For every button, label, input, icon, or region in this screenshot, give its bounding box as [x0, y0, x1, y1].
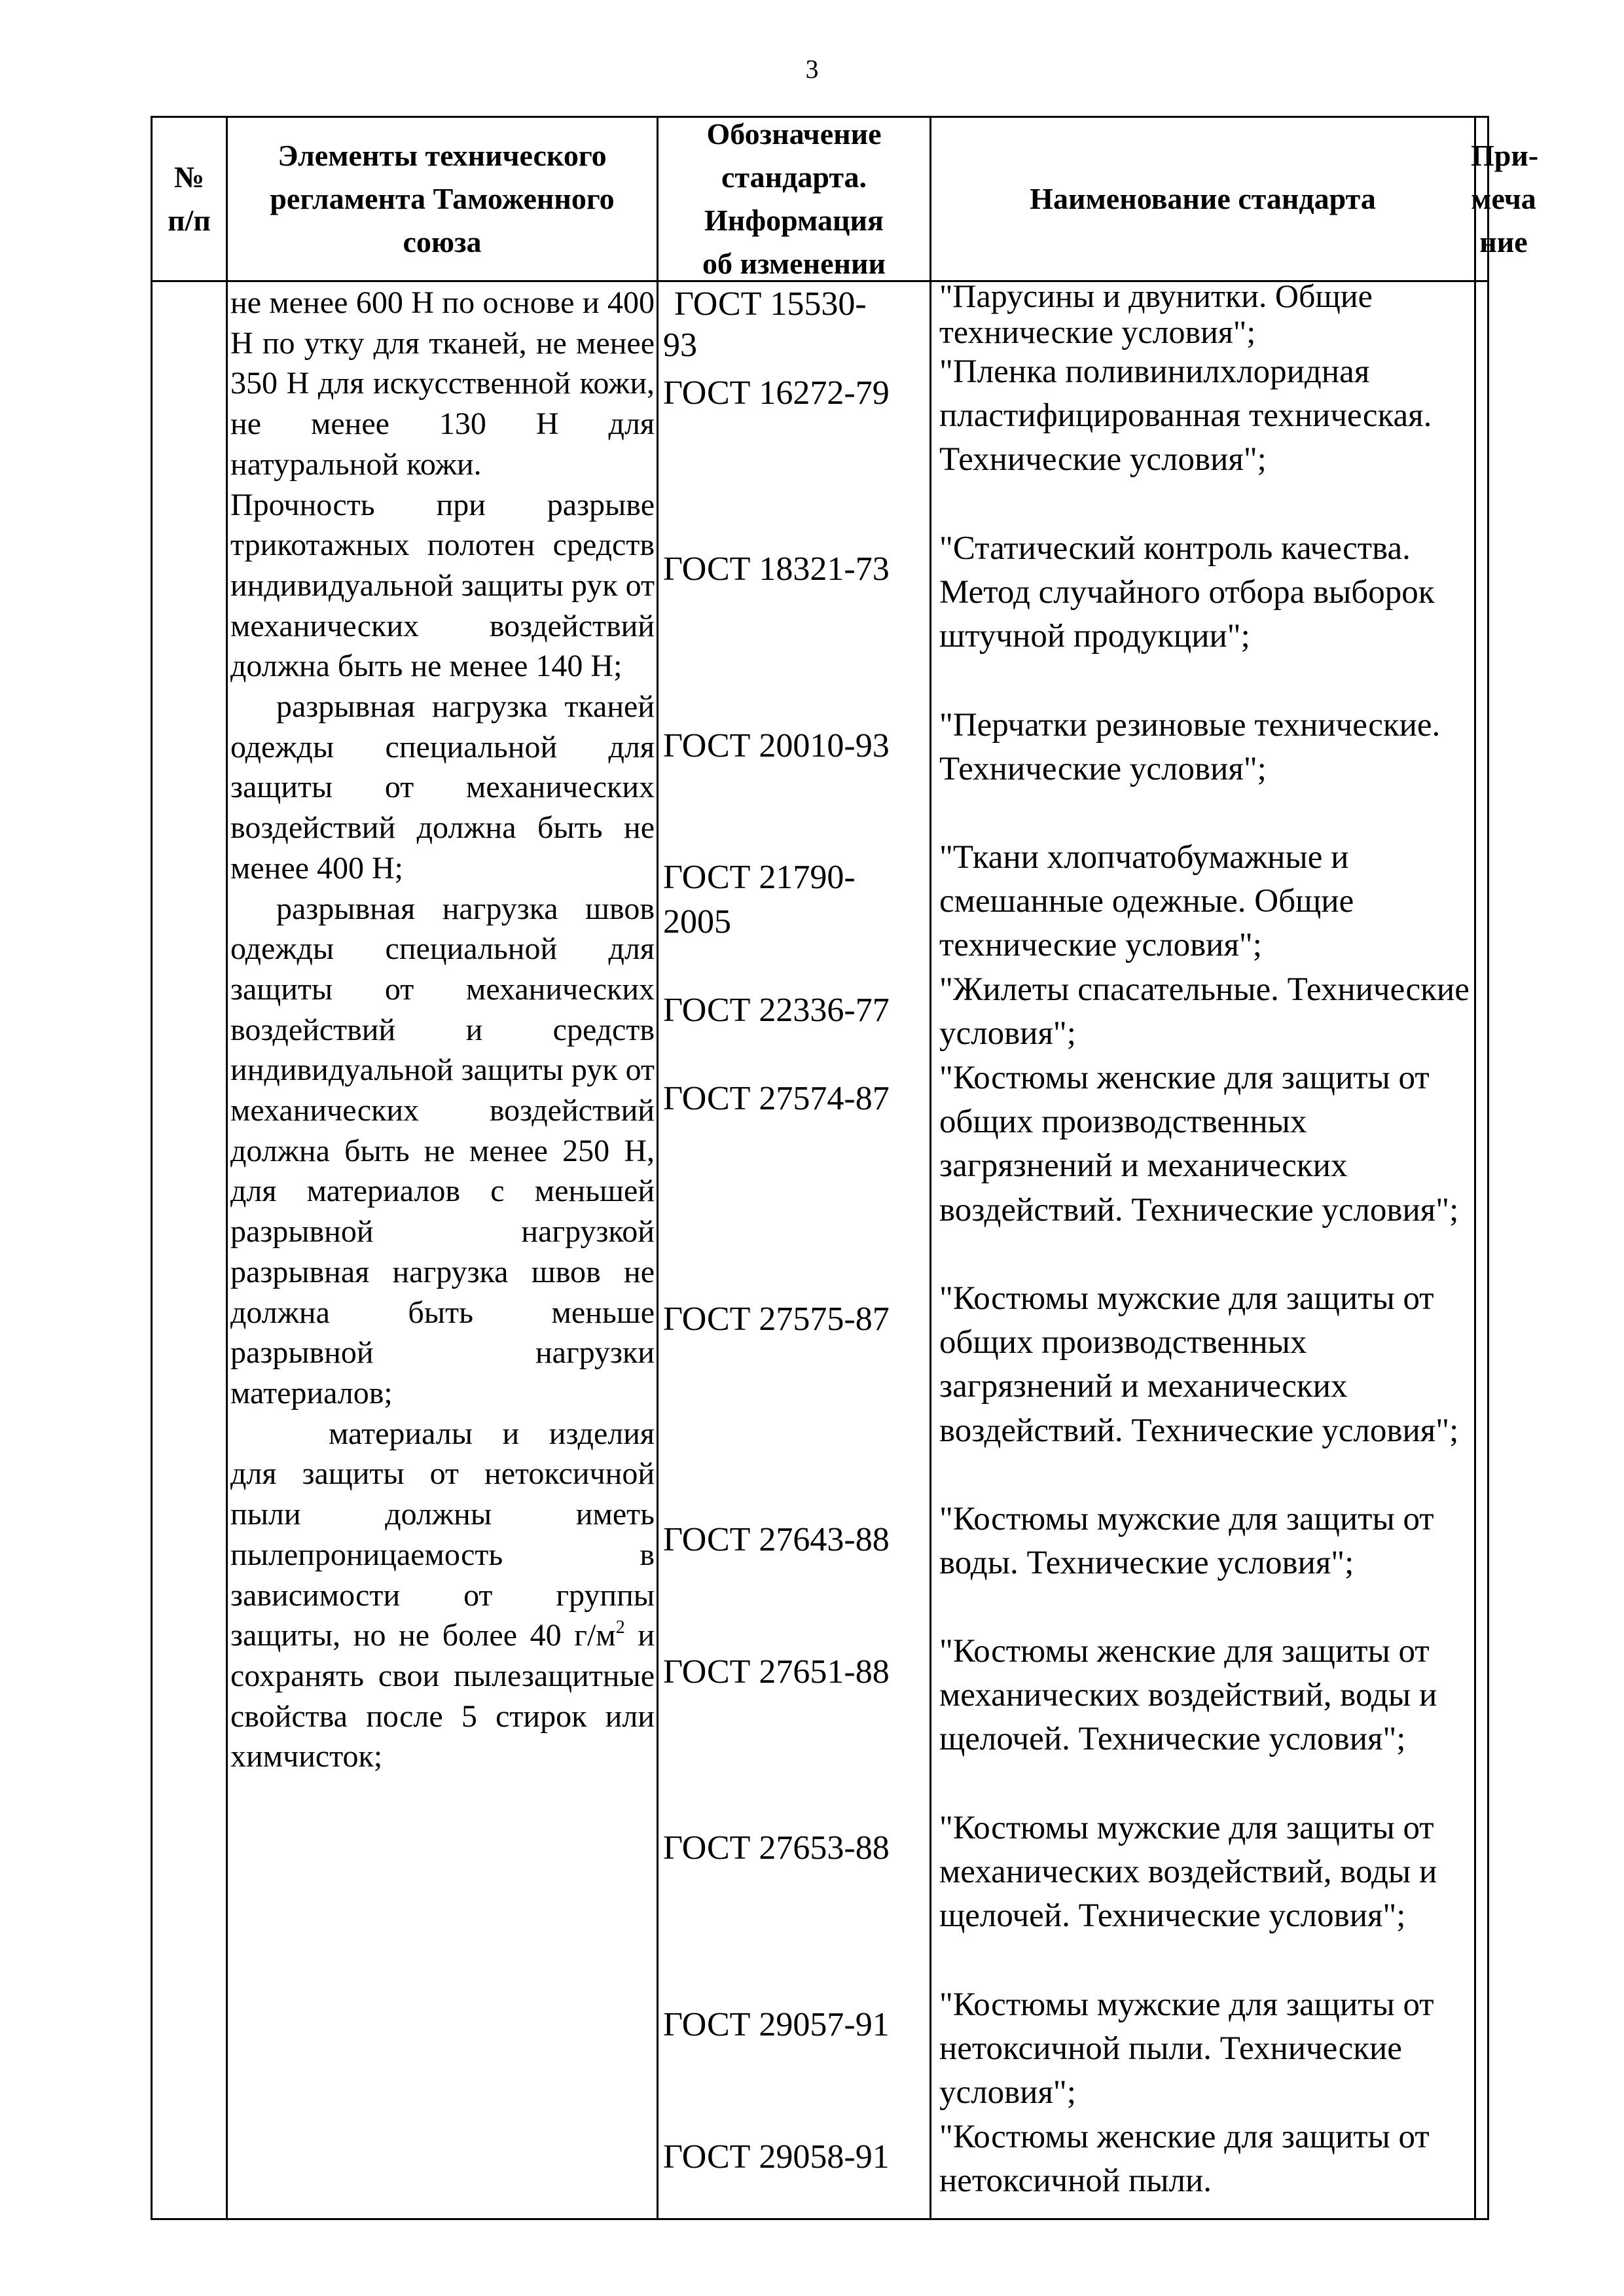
standard-code: ГОСТ 27643-88 — [663, 1521, 890, 1558]
header-num-line-2: п/п — [168, 204, 211, 237]
table-right-border — [1487, 116, 1489, 2220]
superscript-2: 2 — [615, 1617, 625, 1638]
elements-paragraph-4: разрывная нагрузка швов одежды специальной для защиты от механических воздействий и средств индивидуальной защиты рук от механических воздействий должна быть не менее 250 Н, для материалов с меньшей разрывной нагрузкой разрывная нагрузка швов не должна быть меньше разрывной нагрузки материалов; — [230, 891, 655, 1410]
standard-name: "Костюмы мужские для защиты от механических воздействий, воды и щелочей. Технические условия"; — [939, 1810, 1437, 1935]
standard-code: ГОСТ 27651-88 — [663, 1653, 890, 1691]
elements-paragraph-3: разрывная нагрузка тканей одежды специальной для защиты от механических воздействий должна быть не менее 400 Н; — [230, 689, 655, 886]
standard-name: "Пленка поливинилхлоридная пластифицированная техническая. Технические условия"; — [939, 353, 1432, 478]
standard-name: "Перчатки резиновые технические. Технические условия"; — [939, 707, 1441, 788]
standard-name: "Костюмы мужские для защиты от общих производственных загрязнений и механических воздействий. Технические условия"; — [939, 1280, 1459, 1449]
header-elements-line-1: Элементы технического — [278, 139, 607, 172]
standard-name: "Статический контроль качества. Метод случайного отбора выборок штучной продукции"; — [939, 530, 1435, 655]
standard-code: ГОСТ 27575-87 — [663, 1300, 890, 1338]
standard-code: ГОСТ 22336-77 — [663, 992, 890, 1029]
standard-name: "Жилеты спасательные. Технические условия"; — [939, 971, 1470, 1052]
header-note-line-1: При- — [1471, 139, 1539, 172]
standard-name: "Костюмы мужские для защиты от воды. Технические условия"; — [939, 1501, 1434, 1582]
standard-name: "Парусины и двунитки. Общие технические условия"; — [939, 278, 1373, 350]
header-designation-line-4: об изменении — [702, 247, 886, 280]
col-divider-2 — [657, 116, 659, 2220]
header-num — [153, 118, 226, 280]
elements-paragraph-2: Прочность при разрыве трикотажных полотен средств индивидуальной защиты рук от механических воздействий должна быть не менее 140 Н; — [230, 487, 655, 684]
header-note — [1471, 118, 1539, 280]
standard-name: "Костюмы женские для защиты от нетоксичной пыли. — [939, 2119, 1430, 2200]
standard-code-cont: 2005 — [663, 903, 731, 941]
standard-code: ГОСТ 29058-91 — [663, 2138, 890, 2176]
header-name-text: Наименование стандарта — [1030, 182, 1376, 215]
standard-name: "Костюмы женские для защиты от механических воздействий, воды и щелочей. Технические условия"; — [939, 1633, 1437, 1758]
page-number: 3 — [805, 54, 819, 84]
standard-code: ГОСТ 21790- — [663, 859, 856, 896]
standard-code-cont: 93 — [663, 327, 697, 364]
header-name — [931, 118, 1474, 280]
elements-paragraph-5 — [230, 1414, 655, 1777]
standard-name: "Костюмы женские для защиты от общих производственных загрязнений и механических воздействий. Технические условия"; — [939, 1060, 1459, 1229]
elements-paragraph-5-text: материалы и изделия для защиты от нетоксичной пыли должны иметь пылепроницаемость в зависимости от группы защиты, но не более 40 г/м — [230, 1416, 655, 1653]
table-bottom-border — [151, 2218, 1489, 2220]
elements-paragraph-1: не менее 600 Н по основе и 400 Н по утку для тканей, не менее 350 Н для искусственной кожи, не менее 130 Н для натуральной кожи. — [230, 285, 655, 482]
col-divider-1 — [226, 116, 228, 2220]
header-note-line-3: ние — [1479, 225, 1528, 259]
table-left-border — [151, 116, 153, 2220]
standard-code: ГОСТ 15530- — [674, 285, 867, 323]
elements-paragraph-5-cont: и сохранять свои пылезащитные свойства после 5 стирок или химчисток; — [230, 1618, 655, 1774]
header-note-line-2: меча — [1471, 182, 1536, 215]
standard-code: ГОСТ 18321-73 — [663, 550, 890, 588]
standard-name: "Ткани хлопчатобумажные и смешанные одежные. Общие технические условия"; — [939, 839, 1354, 964]
header-designation-line-2: стандарта. — [721, 160, 867, 194]
header-elements-line-2: регламента Таможенного — [270, 182, 615, 215]
standard-name: "Костюмы мужские для защиты от нетоксичной пыли. Технические условия"; — [939, 1986, 1434, 2111]
header-elements-line-3: союза — [403, 225, 482, 259]
standard-code: ГОСТ 27653-88 — [663, 1829, 890, 1867]
header-designation-line-3: Информация — [704, 204, 884, 237]
header-num-line-1: № — [173, 160, 205, 194]
standard-code: ГОСТ 27574-87 — [663, 1080, 890, 1117]
standard-code: ГОСТ 29057-91 — [663, 2006, 890, 2043]
header-designation — [659, 118, 929, 280]
standard-code: ГОСТ 20010-93 — [663, 727, 890, 764]
header-elements — [228, 118, 657, 280]
standard-code: ГОСТ 16272-79 — [663, 374, 890, 412]
elements-cell — [230, 283, 655, 1777]
col-divider-3 — [929, 116, 931, 2220]
header-designation-line-1: Обозначение — [706, 117, 882, 151]
